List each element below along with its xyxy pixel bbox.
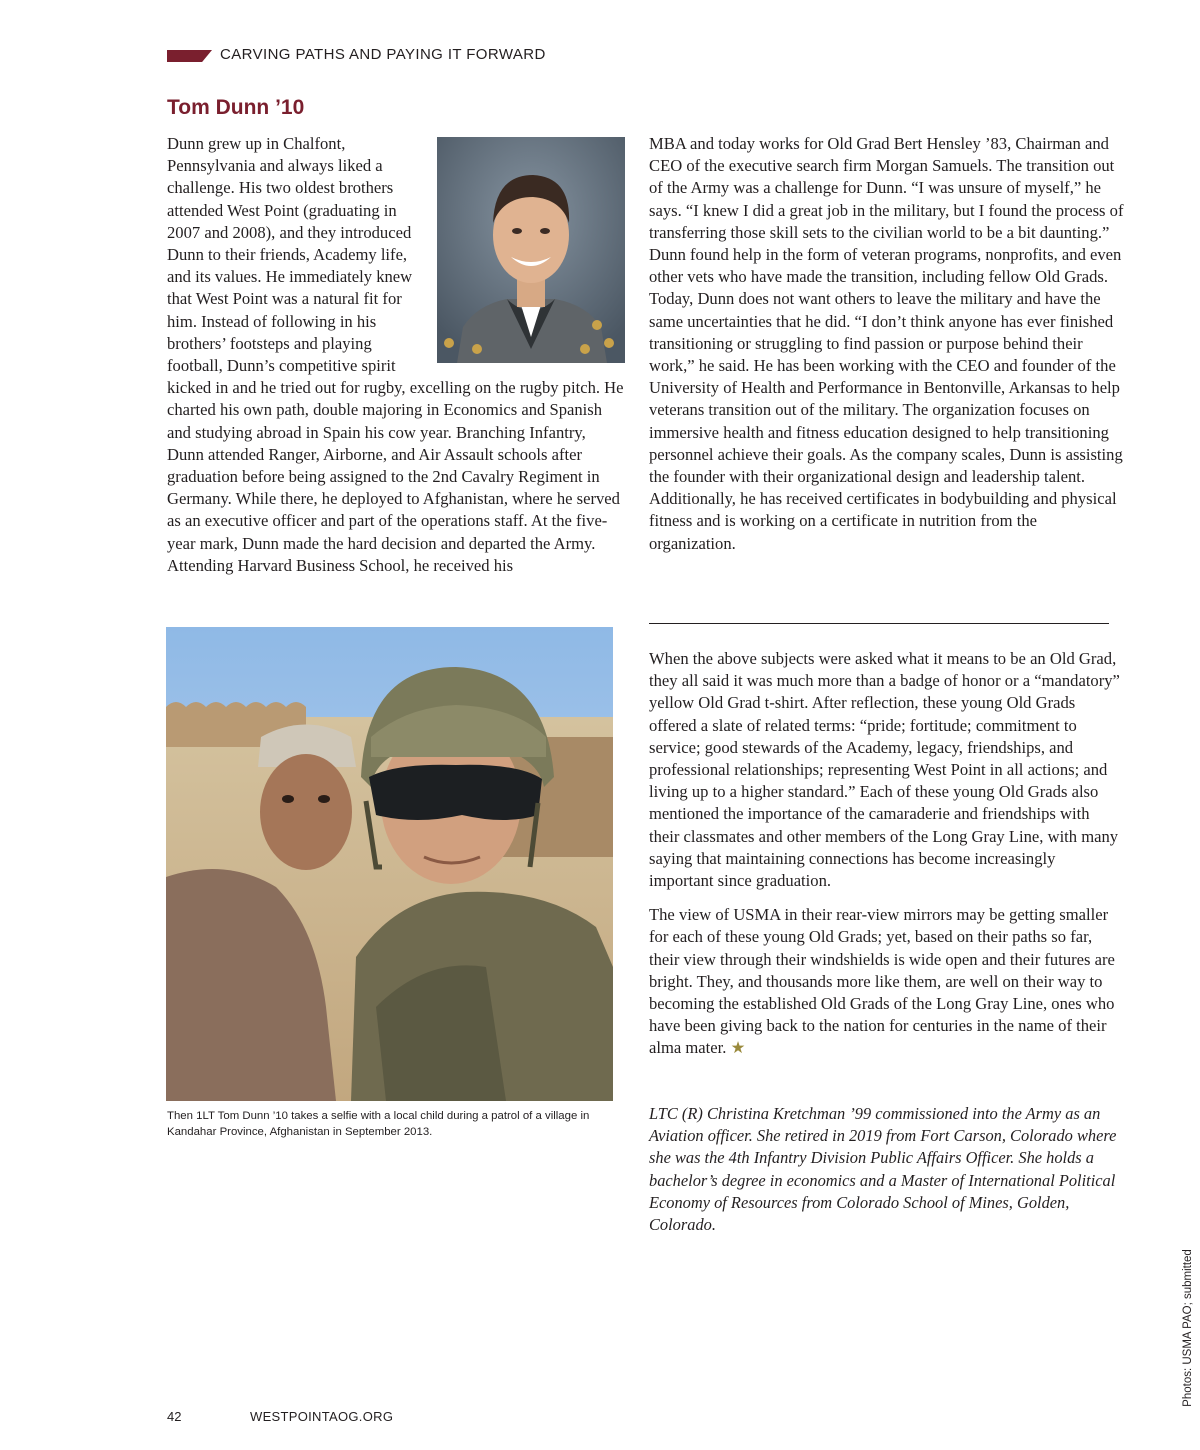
star-end-mark-icon: ★ xyxy=(730,1038,746,1058)
article-column-left xyxy=(167,133,625,577)
photo-caption: Then 1LT Tom Dunn ’10 takes a selfie with a local child during a patrol of a village in Kandahar Province, Afghanistan in September 2013. xyxy=(167,1110,590,1138)
section-header-bar xyxy=(167,50,212,62)
profile-body-right: MBA and today works for Old Grad Bert Hensley ’83, Chairman and CEO of the executive search firm Morgan Samuels. The transition out of the Army was a challenge for Dunn. “I was unsure of myself,” he says. “I knew I did a great job in the military, but I found the process of transferring those skill sets to the civilian world to be a bit daunting.” Dunn found help in the form of veteran programs, nonprofits, and even other vets who have made the transition, including fellow Old Grads. Today, Dunn does not want others to leave the military and have the same uncertainties that he did. “I don’t think anyone has ever finished transitioning or struggling to find passion or purpose behind their work,” he said. He has been working with the CEO and founder of the University of Health and Performance in Bentonville, Arkansas to help veterans transition out of the military. The organization focuses on immersive health and fitness education designed to help transitioning personnel achieve their goals. As the company scales, Dunn is assisting the founder with their organizational design and leadership talent. Additionally, he has received certificates in bodybuilding and physical fitness and is working on a certificate in nutrition from the organization. xyxy=(649,134,1124,553)
profile-name-heading: Tom Dunn ’10 xyxy=(167,96,305,119)
closing-paragraph-2 xyxy=(649,904,1124,1059)
afghanistan-selfie-photo xyxy=(166,627,613,1101)
author-bio: LTC (R) Christina Kretchman ’99 commissioned into the Army as an Aviation officer. She retired in 2019 from Fort Carson, Colorado where she was the 4th Infantry Division Public Affairs Officer. She holds a bachelor’s degree in economics and a Master of International Political Economy of Resources from Colorado School of Mines, Golden, Colorado. xyxy=(649,1104,1117,1235)
photo-credit: Photos: USMA PAO; submitted xyxy=(1182,1249,1194,1407)
section-label: CARVING PATHS AND PAYING IT FORWARD xyxy=(220,46,546,63)
website-footer: WESTPOINTAOG.ORG xyxy=(250,1409,394,1424)
profile-body-left: Dunn grew up in Chalfont, Pennsylvania and always liked a challenge. His two oldest brothers attended West Point (graduating in 2007 and 2008), and they introduced Dunn to their friends, Academy life, and its values. He immediately knew that West Point was a natural fit for him. Instead of following in his brothers’ footsteps and playing football, Dunn’s competitive spirit kicked in and he tried out for rugby, excelling on the rugby pitch. He charted his own path, double majoring in Economics and Spanish and studying abroad in Spain his cow year. Branching Infantry, Dunn attended Ranger, Airborne, and Air Assault schools after graduation before being assigned to the 2nd Cavalry Regiment in Germany. While there, he deployed to Afghanistan, where he served as an executive officer and part of the operations staff. At the five-year mark, Dunn made the hard decision and departed the Army. Attending Harvard Business School, he received his xyxy=(167,134,624,575)
portrait-photo xyxy=(437,137,625,363)
closing-section xyxy=(649,648,1124,1072)
page-number: 42 xyxy=(167,1409,182,1424)
closing-paragraph-1: When the above subjects were asked what it means to be an Old Grad, they all said it was much more than a badge of honor or a “mandatory” yellow Old Grad t-shirt. After reflection, these young Old Grads offered a slate of related terms: “pride; fortitude; commitment to service; good stewards of the Academy, legacy, friendships, and professional relationships; representing West Point in all actions; and living up to a higher standard.” Each of these young Old Grads also mentioned the importance of the camaraderie and friendships with their classmates and other members of the Long Gray Line, with many saying that maintaining connections has become increasingly important since graduation. xyxy=(649,649,1120,891)
article-column-right xyxy=(649,133,1124,555)
closing-paragraph-2-text: The view of USMA in their rear-view mirrors may be getting smaller for each of these young Old Grads; yet, based on their paths so far, their view through their windshields is wide open and their futures are bright. They, and thousands more like them, are well on their way to becoming the established Old Grads of the Long Gray Line, ones who have been giving back to the nation for centuries in the name of their alma mater. xyxy=(649,905,1115,1058)
section-divider xyxy=(649,623,1109,624)
